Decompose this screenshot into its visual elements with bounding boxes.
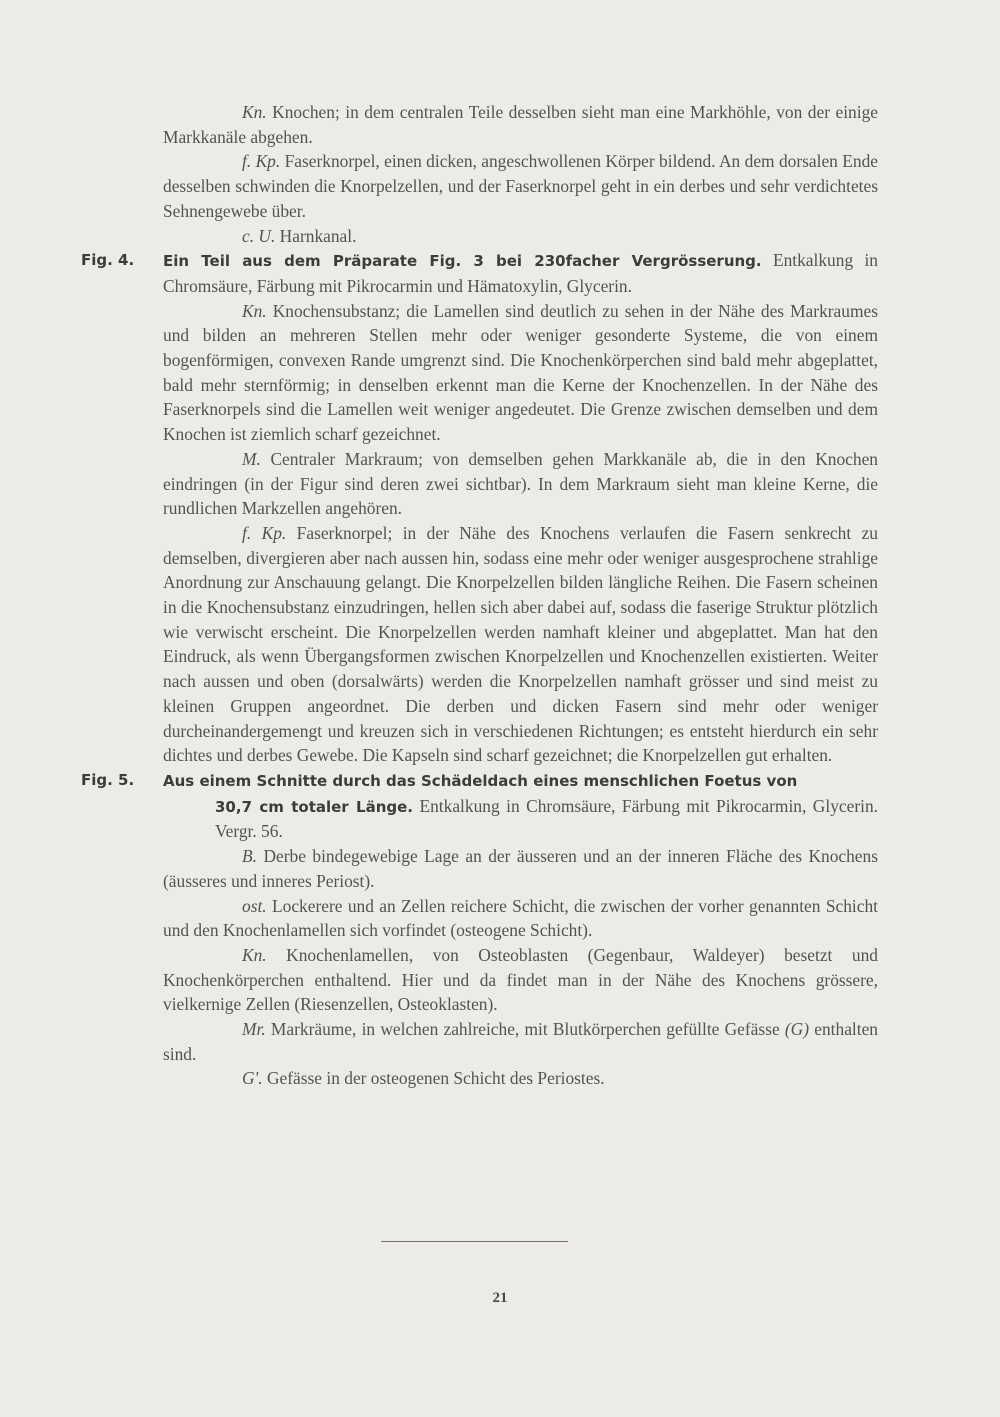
figure-4-text: Entkalkung in Chromsäure, Färbung mit Pikrocarmin und Hämatoxylin, Glycerin. xyxy=(163,250,879,296)
figure-4-heading xyxy=(81,248,879,298)
figure-5-caption xyxy=(81,768,878,844)
figure-5-label: Fig. 5. xyxy=(81,770,135,789)
legend-text: Knochen; in dem centralen Teile desselben sieht man eine Markhöhle, von der einige Markkanäle abgehen. xyxy=(163,102,878,147)
legend-text: Knochensubstanz; die Lamellen sind deutlich zu sehen in der Nähe des Markraumes und bilden an mehreren Stellen mehr oder weniger gesonderte Systeme, die von einem bogenförmigen, convexen Rande umgrenzt sind. Die Knochenkörperchen sind bald mehr abgeplattet, bald mehr sternförmig; in denselben erkennt man die Kerne der Knochenzellen. In der Nähe des Faserknorpels sind die Lamellen weit weniger angedeutet. Die Grenze zwischen demselben und dem Knochen ist ziemlich scharf gezeichnet. xyxy=(163,300,878,445)
abbr-ost: ost. xyxy=(242,895,267,916)
section-divider xyxy=(381,1241,568,1242)
abbr-kn: Kn. xyxy=(242,944,267,965)
abbr-c-u: c. U. xyxy=(242,225,276,246)
legend-mr xyxy=(163,1017,878,1066)
legend-b xyxy=(163,844,878,893)
figure-4-caption xyxy=(81,248,879,298)
abbr-kn: Kn. xyxy=(242,300,267,321)
legend-kn xyxy=(163,943,878,1017)
figure-4-title: Ein Teil aus dem Präparate Fig. 3 bei 230facher Vergrösserung. xyxy=(163,252,762,271)
legend-text: Knochenlamellen, von Osteoblasten (Gegenbaur, Waldeyer) besetzt und Knochenkörperchen enthaltend. Hier und da findet man in der Nähe des Knochens grössere, vielkernige Zellen (Riesenzellen, Osteoklasten). xyxy=(163,944,878,1015)
legend-text: Lockerere und an Zellen reichere Schicht, die zwischen der vorher genannten Schicht und den Knochenlamellen sich vorfindet (osteogene Schicht). xyxy=(163,895,878,941)
legend-m xyxy=(163,447,878,521)
legend-kn xyxy=(163,100,878,149)
abbr-mr: Mr. xyxy=(242,1019,266,1040)
figure-5-heading xyxy=(81,768,878,794)
abbr-f-kp: f. Kp. xyxy=(242,151,281,172)
abbr-b: B. xyxy=(242,846,257,867)
legend-g-prime xyxy=(163,1066,878,1091)
legend-text: Faserknorpel, einen dicken, angeschwollenen Körper bildend. An dem dorsalen Ende desselben schwinden die Knorpelzellen, und der Faserknorpel geht in ein derbes und sehr verdichtetes Sehnengewebe über. xyxy=(163,151,878,221)
legend-text: Gefässe in der osteogenen Schicht des Periostes. xyxy=(262,1068,605,1089)
figure-5-heading-cont xyxy=(163,794,878,844)
legend-text: Derbe bindegewebige Lage an der äusseren und an der inneren Fläche des Knochens (äusseres und inneres Periost). xyxy=(163,846,878,891)
legend-f-kp xyxy=(163,149,878,223)
legend-text: Faserknorpel; in der Nähe des Knochens verlaufen die Fasern senkrecht zu demselben, divergieren aber nach aussen hin, sodass eine mehr oder weniger ausgesprochene strahlige Anordnung zur Anschauung gelangt. Die Knorpelzellen bilden längliche Reihen. Die Fasern scheinen in die Knochensubstanz einzudringen, hellen sich aber dabei auf, sodass die faserige Struktur plötzlich wie verwischt erscheint. Die Knorpelzellen werden namhaft kleiner und abgeplattet. Man hat den Eindruck, als wenn Übergangsformen zwischen Knorpelzellen und Knochenzellen existierten. Weiter nach aussen und oben (dorsalwärts) werden die Knorpelzellen namhaft grösser und sind meist zu kleinen Gruppen angeordnet. Die derben und dicken Fasern sind mehr oder weniger durcheinandergemengt und kreuzen sich in verschiedenen Richtungen; es entsteht hierdurch ein sehr dichtes und derbes Gewebe. Die Kapseln sind scharf gezeichnet; die Knorpelzellen gut erhalten. xyxy=(163,522,878,766)
legend-kn xyxy=(163,299,878,447)
legend-text: Markräume, in welchen zahlreiche, mit Blutkörperchen gefüllte Gefässe xyxy=(265,1019,785,1040)
legend-text: Harnkanal. xyxy=(275,225,357,246)
abbr-kn: Kn. xyxy=(242,102,267,122)
legend-c-u xyxy=(163,224,878,249)
legend-f-kp xyxy=(163,521,878,768)
figure-4-label: Fig. 4. xyxy=(81,251,135,270)
figure-5-text: Entkalkung in Chromsäure, Färbung mit Pikrocarmin, Glycerin. Vergr. 56. xyxy=(215,795,878,842)
figure-5-title-line1: Aus einem Schnitte durch das Schädeldach eines menschlichen Foetus von xyxy=(163,771,798,790)
page-number: 21 xyxy=(492,1290,508,1306)
legend-text: Centraler Markraum; von demselben gehen Markkanäle ab, die in den Knochen eindringen (in der Figur sind deren zwei sichtbar). In dem Markraum sieht man kleine Kerne, die rundlichen Markzellen angehören. xyxy=(163,448,878,519)
figure-5-title-line2: 30,7 cm totaler Länge. xyxy=(215,797,414,816)
abbr-m: M. xyxy=(242,448,261,469)
legend-ost xyxy=(163,894,878,943)
abbr-g-prime: G'. xyxy=(242,1068,263,1089)
abbr-f-kp: f. Kp. xyxy=(242,522,287,543)
legend-text: enthalten sind. xyxy=(163,1019,878,1064)
abbr-g: (G) xyxy=(784,1019,810,1040)
page-body xyxy=(81,100,879,1091)
